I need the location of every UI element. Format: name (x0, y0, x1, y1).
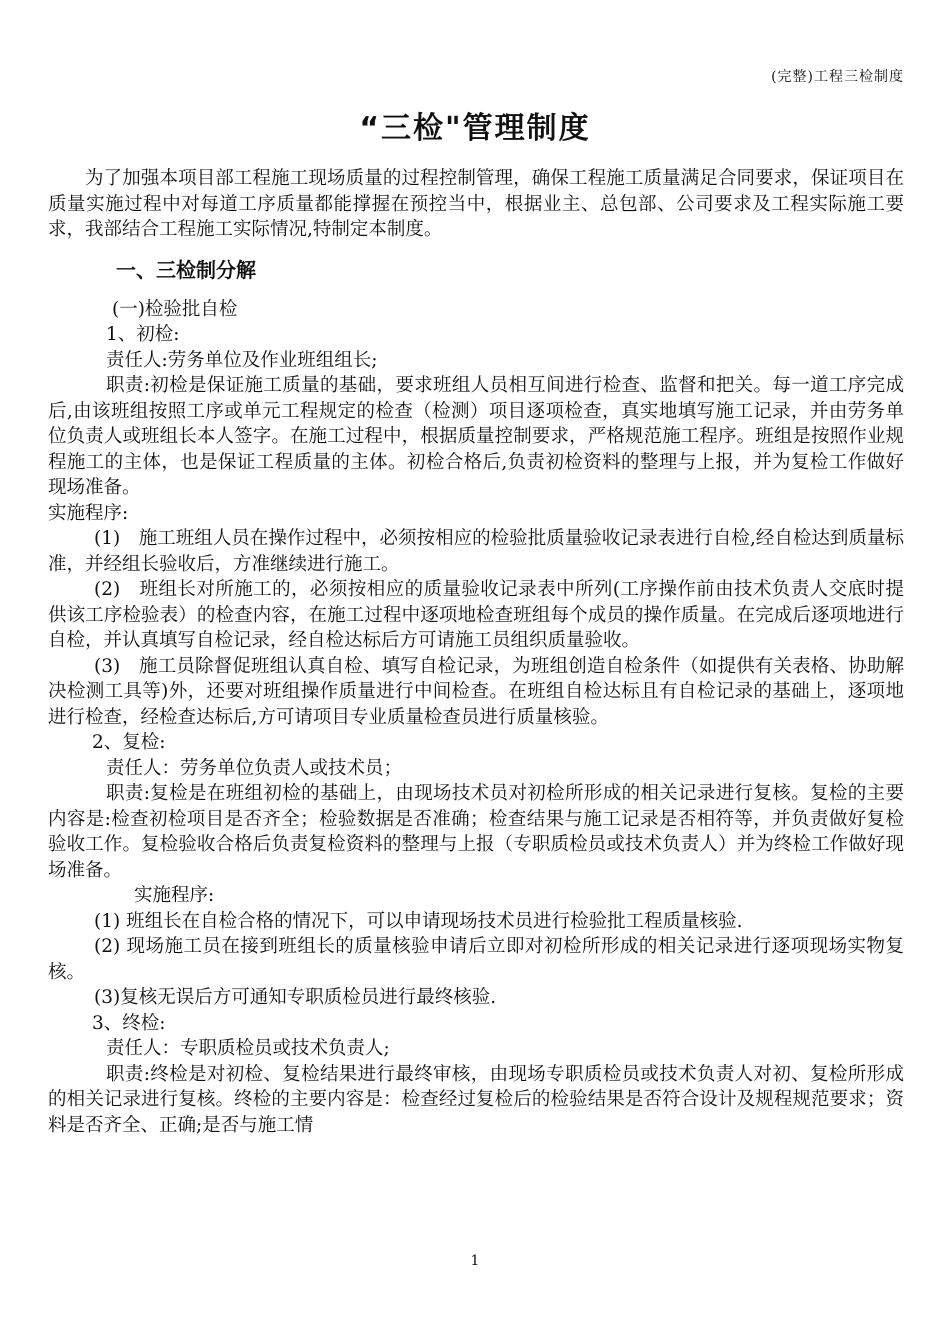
initial-check-step: (2) 班组长对所施工的，必须按相应的质量验收记录表中所列(工序操作前由技术负责人交底时提供该工序检验表）的检查内容，在施工过程中逐项地检查班组每个成员的操作质量。在完成后逐项地进行自检，并认真填写自检记录，经自检达标后方可请施工员组织质量验收。 (48, 579, 904, 651)
re-check-step: (2) 现场施工员在接到班组长的质量核验申请后立即对初检所形成的相关记录进行逐项现场实物复核。 (48, 936, 904, 983)
initial-check-step: (3) 施工员除督促班组认真自检、填写自检记录，为班组创造自检条件（如提供有关表格、协助解决检测工具等)外，还要对班组操作质量进行中间检查。在班组自检达标且有自检记录的基础上，逐项地进行检查，经检查达标后,方可请项目专业质量检查员进行质量核验。 (48, 655, 904, 728)
document-body (48, 166, 904, 1138)
initial-check-duty: 职责:初检是保证施工质量的基础，要求班组人员相互间进行检查、监督和把关。每一道工序完成后,由该班组按照工序或单元工程规定的检查（检测）项目逐项检查，真实地填写施工记录，并由劳务单位负责人或班组长本人签字。在施工过程中，根据质量控制要求，严格规范施工程序。班组是按照作业规程施工的主体，也是保证工程质量的主体。初检合格后,负责初检资料的整理与上报，并为复检工作做好现场准备。 (48, 375, 904, 498)
subsection-heading: (一)检验批自检 (112, 298, 238, 320)
final-check-responsible: 责任人：专职质检员或技术负责人; (106, 1038, 390, 1059)
initial-check-step: (1) 施工班组人员在操作过程中，必须按相应的检验批质量验收记录表进行自检,经自检达到质量标准，并经组长验收后，方准继续进行施工。 (48, 528, 904, 575)
final-check-heading: 3、终检: (92, 1012, 166, 1034)
section-heading: 一、三检制分解 (116, 257, 256, 282)
initial-check-responsible: 责任人:劳务单位及作业班组组长; (106, 349, 378, 371)
document-title: “三检"管理制度 (359, 111, 591, 146)
re-check-step: (3)复核无误后方可通知专职质检员进行最终核验. (94, 987, 497, 1008)
re-check-step: (1) 班组长在自检合格的情况下，可以申请现场技术员进行检验批工程质量核验. (94, 910, 743, 932)
re-check-duty: 职责:复检是在班组初检的基础上，由现场技术员对初检所形成的相关记录进行复核。复检的主要内容是:检查初检项目是否齐全；检验数据是否准确；检查结果与施工记录是否相符等，并负责做好复检验收工作。复检验收合格后负责复检资料的整理与上报（专职质检员或技术负责人）并为终检工作做好现场准备。 (48, 783, 904, 881)
re-check-heading: 2、复检: (92, 732, 166, 753)
final-check-duty: 职责:终检是对初检、复检结果进行最终审核，由现场专职质检员或技术负责人对初、复检所形成的相关记录进行复核。终检的主要内容是：检查经过复检后的检验结果是否符合设计及规程规范要求；资料是否齐全、正确;是否与施工情 (48, 1063, 904, 1136)
initial-check-procedure-label: 实施程序: (48, 502, 129, 524)
running-header: (完整)工程三检制度 (771, 69, 904, 85)
page-number: 1 (470, 1253, 480, 1269)
intro-paragraph: 为了加强本项目部工程施工现场质量的过程控制管理，确保工程施工质量满足合同要求，保证项目在质量实施过程中对每道工序质量都能撑握在预控当中，根据业主、总包部、公司要求及工程实际施工要求，我部结合工程施工实际情况,特制定本制度。 (48, 168, 904, 240)
re-check-procedure-label: 实施程序: (134, 885, 215, 906)
initial-check-heading: 1、初检: (106, 324, 180, 345)
re-check-responsible: 责任人：劳务单位负责人或技术员； (106, 757, 403, 779)
